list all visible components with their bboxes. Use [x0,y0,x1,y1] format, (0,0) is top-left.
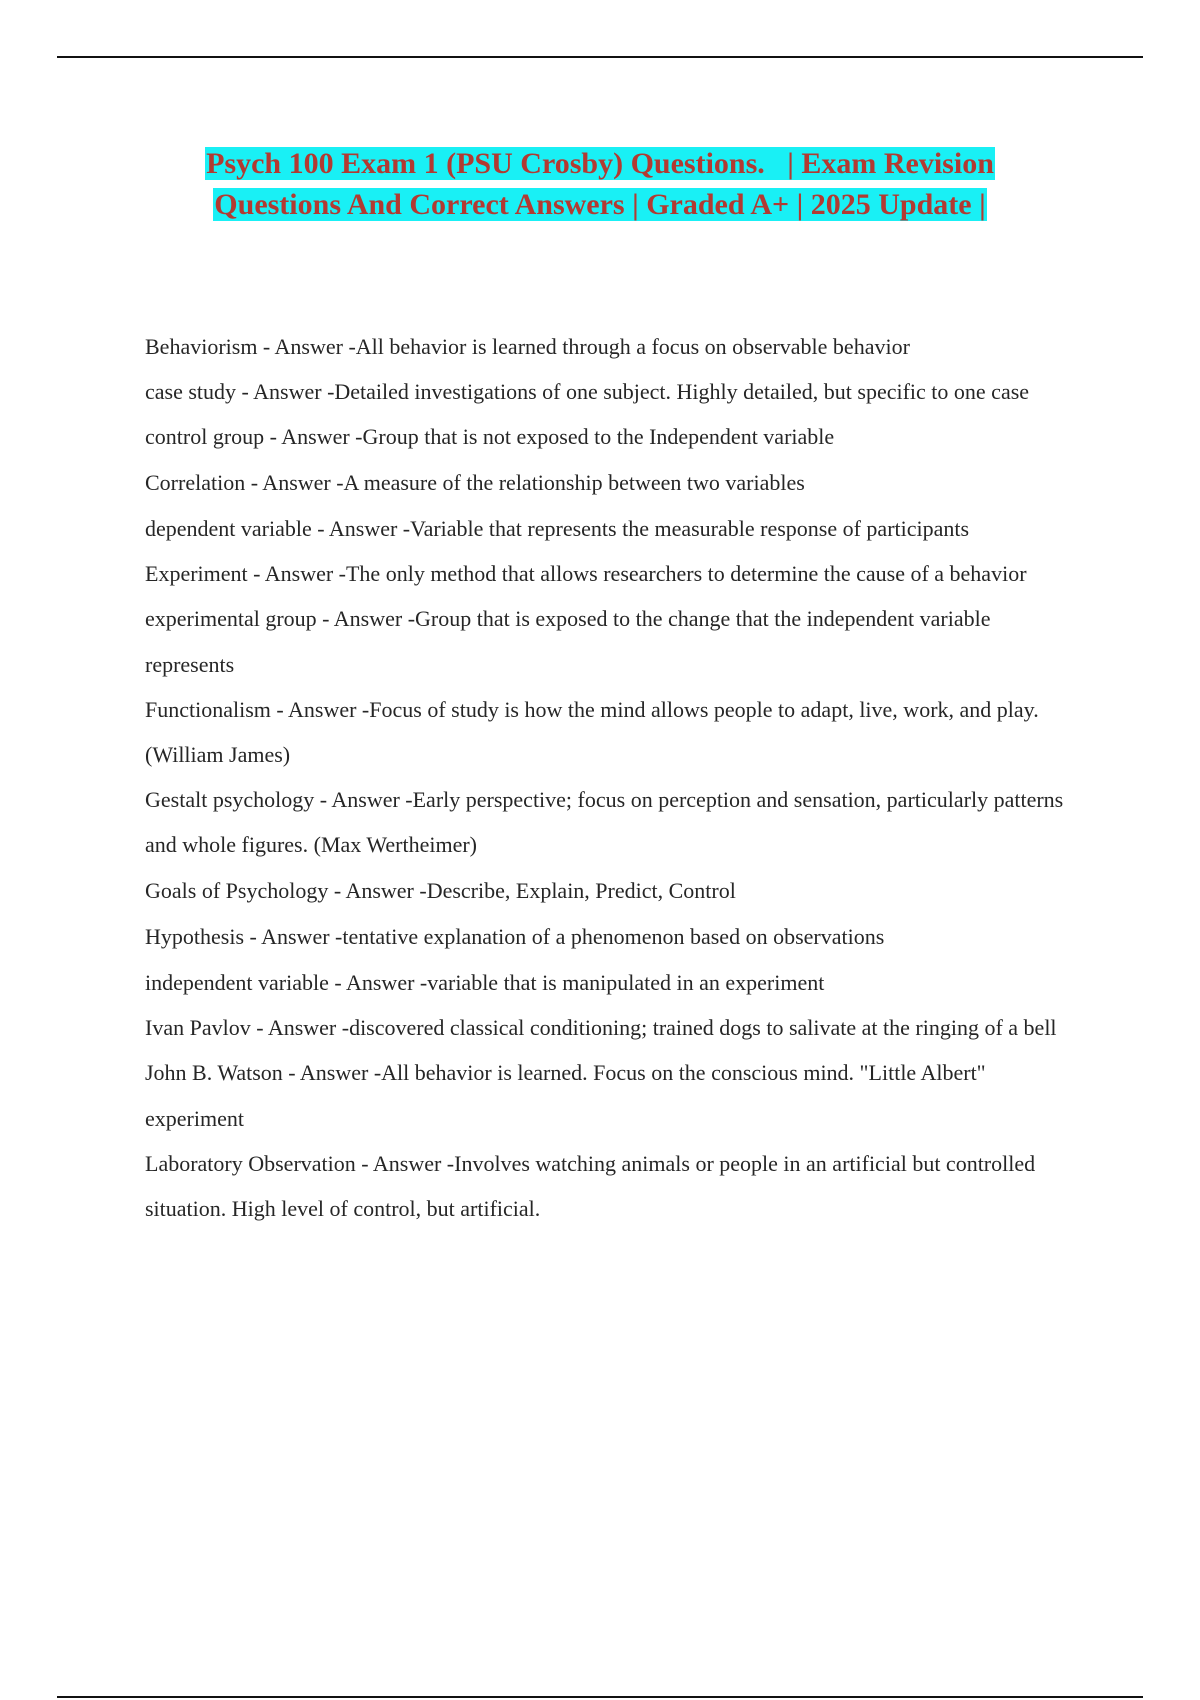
paragraph-goals-of-psychology: Goals of Psychology - Answer -Describe, Explain, Predict, Control [145,878,736,903]
paragraph-control-group: control group - Answer -Group that is not exposed to the Independent variable [145,424,835,449]
paragraph-functionalism: Functionalism - Answer -Focus of study is how the mind allows people to adapt, live, work, and play. [145,697,1039,722]
title-line-2: Questions And Correct Answers | Graded A+ | 2025 Update | [214,188,986,221]
top-rule [57,56,1143,58]
paragraph-correlation: Correlation - Answer -A measure of the relationship between two variables [145,470,805,495]
paragraph-represents: represents [145,652,235,677]
document-body [145,332,1088,1240]
paragraph-laboratory-observation: Laboratory Observation - Answer -Involves watching animals or people in an artificial but controlled [145,1151,1036,1176]
paragraph-situation: situation. High level of control, but artificial. [145,1196,541,1221]
paragraph-dependent-variable: dependent variable - Answer -Variable that represents the measurable response of participants [145,516,970,541]
paragraph-william-james: (William James) [145,742,291,767]
paragraph-independent-variable: independent variable - Answer -variable that is manipulated in an experiment [145,970,825,995]
paragraph-ivan-pavlov: Ivan Pavlov - Answer -discovered classical conditioning; trained dogs to salivate at the ringing of a bell [145,1015,1057,1040]
bottom-rule [57,1696,1143,1698]
paragraph-whole-figures: and whole figures. (Max Wertheimer) [145,832,477,857]
paragraph-experiment: Experiment - Answer -The only method that allows researchers to determine the cause of a behavior [145,561,1027,586]
paragraph-behaviorism: Behaviorism - Answer -All behavior is learned through a focus on observable behavior [145,334,910,359]
paragraph-gestalt-psychology: Gestalt psychology - Answer -Early perspective; focus on perception and sensation, particularly patterns [145,787,1064,812]
paragraph-case-study: case study - Answer -Detailed investigations of one subject. Highly detailed, but specific to one case [145,379,1030,404]
paragraph-experimental-group: experimental group - Answer -Group that is exposed to the change that the independent variable [145,606,991,631]
title-line-1: Psych 100 Exam 1 (PSU Crosby) Questions. | Exam Revision [206,147,994,180]
paragraph-experiment-cont: experiment [145,1106,244,1131]
paragraph-john-watson: John B. Watson - Answer -All behavior is learned. Focus on the conscious mind. "Little Albert" [145,1060,986,1085]
document-title [0,143,1200,225]
paragraph-hypothesis: Hypothesis - Answer -tentative explanation of a phenomenon based on observations [145,924,885,949]
